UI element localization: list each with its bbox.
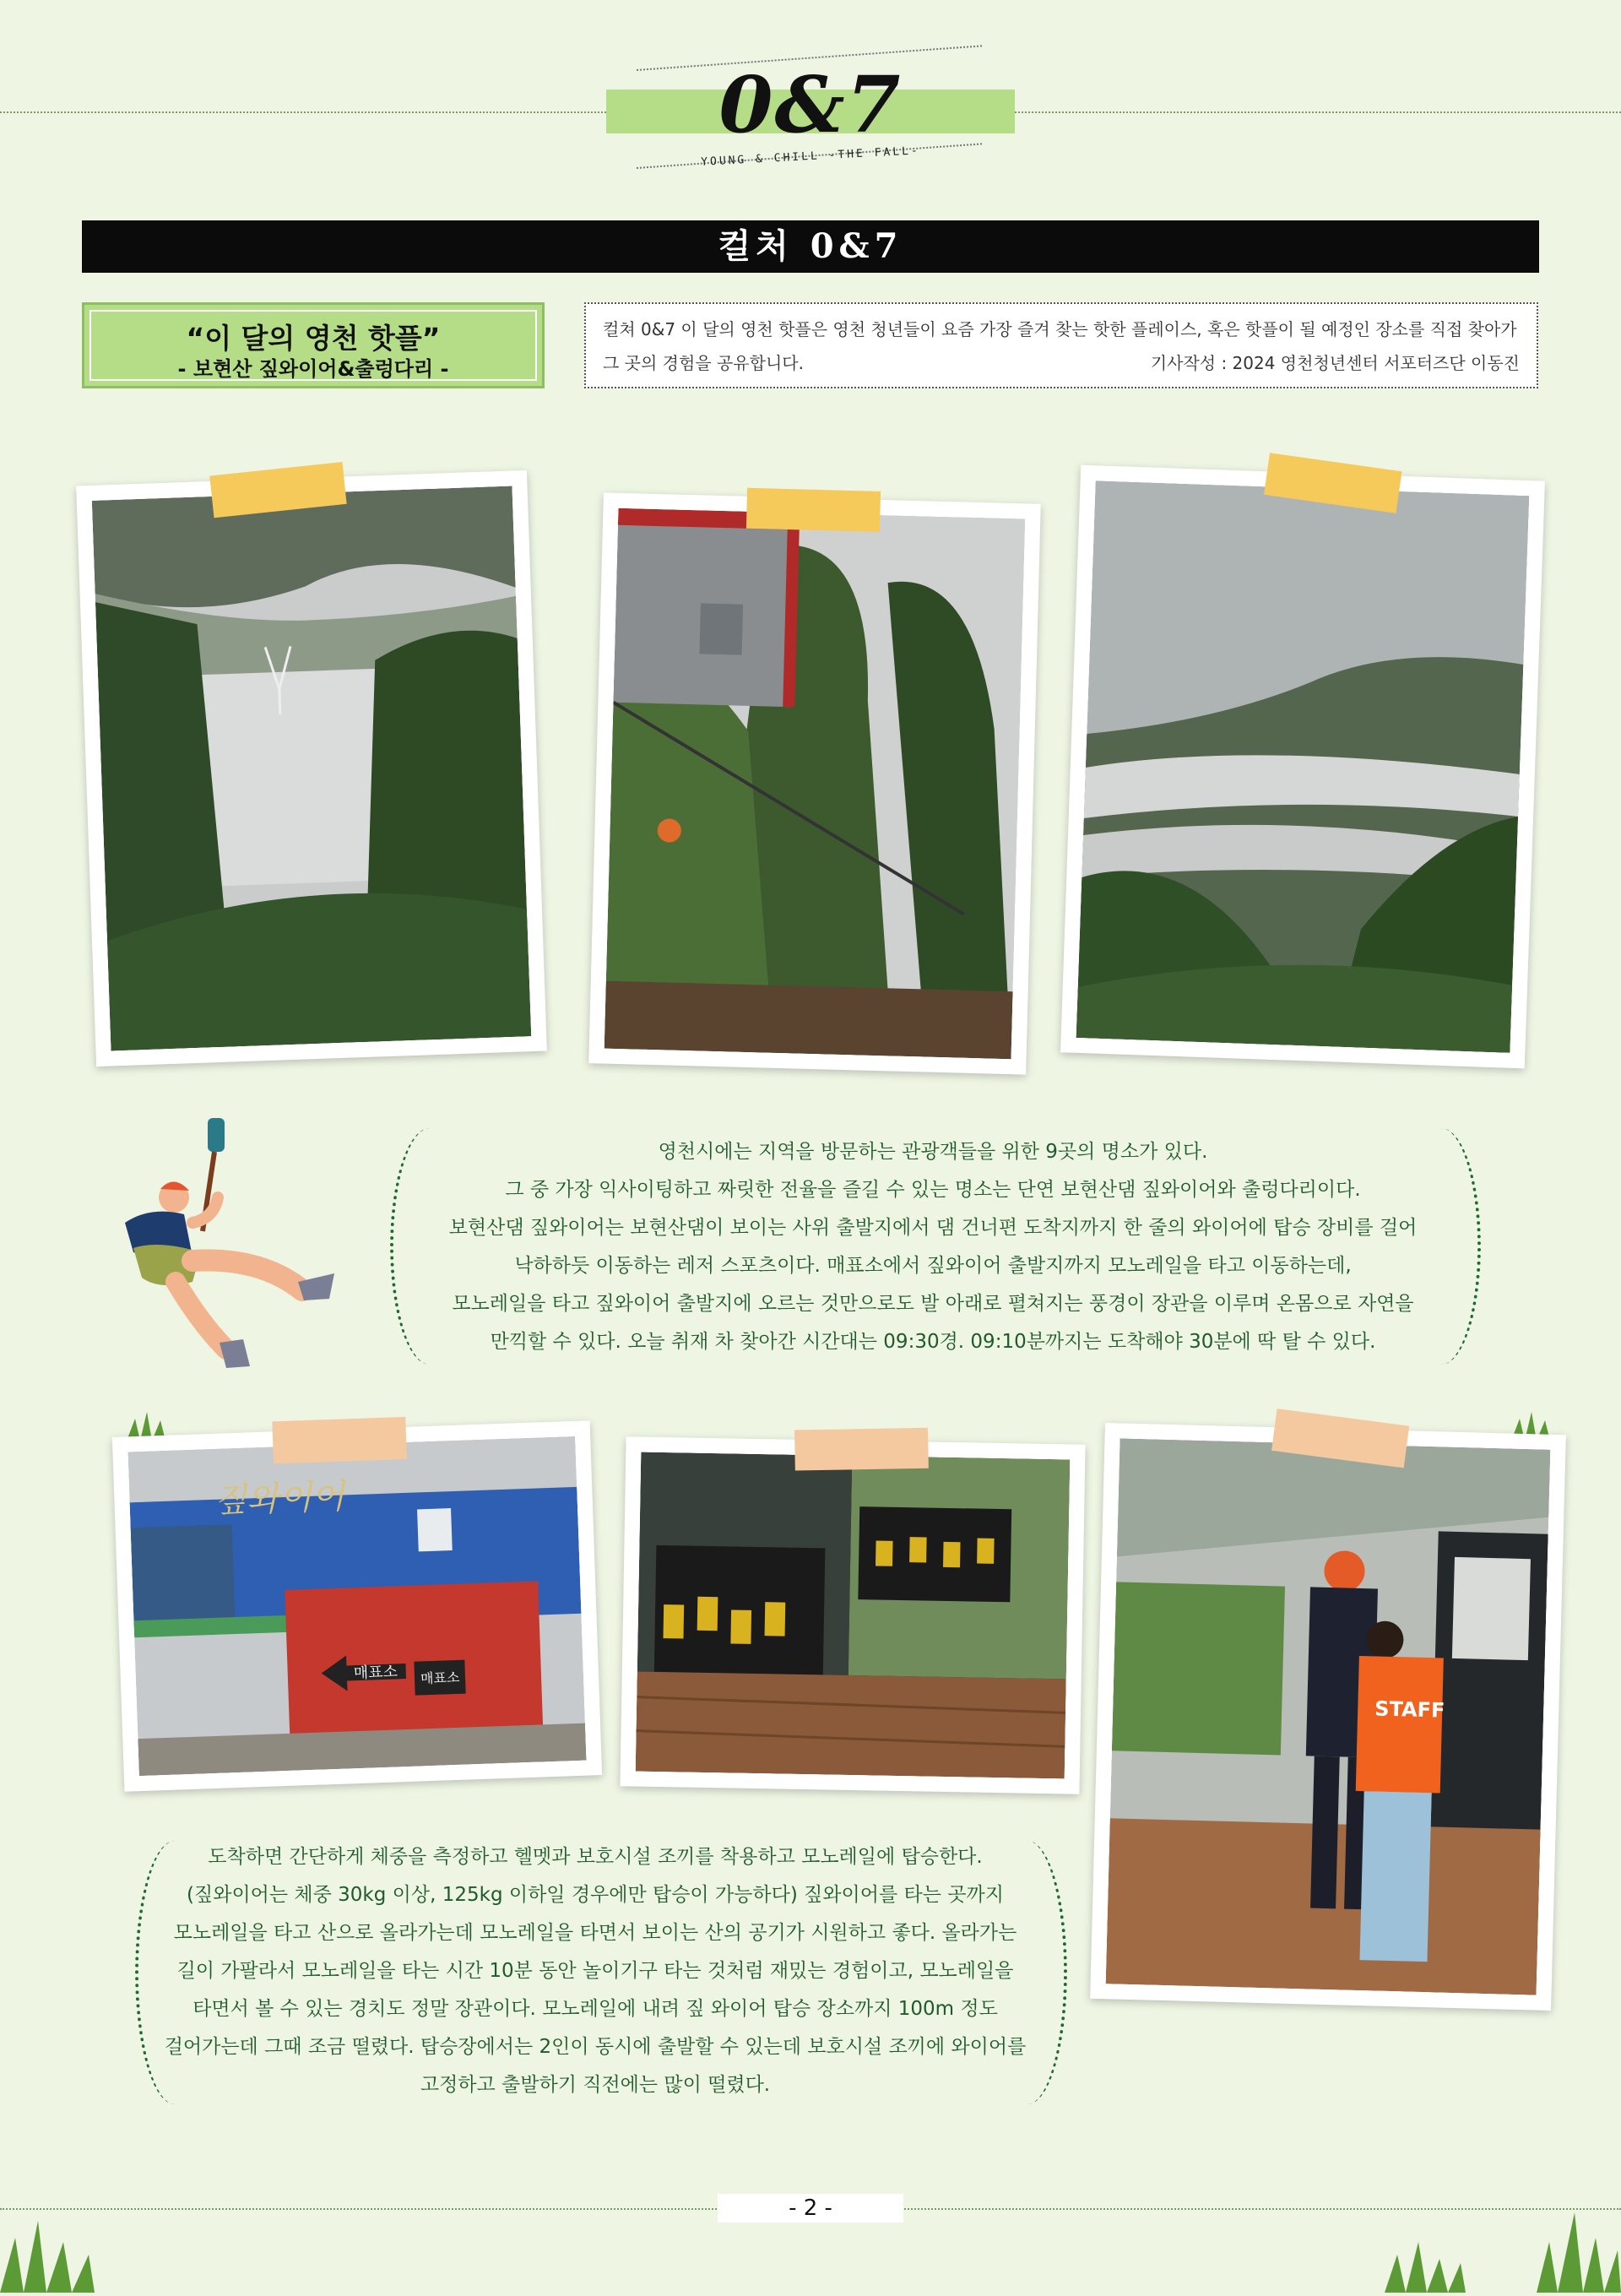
tape xyxy=(746,488,881,532)
svg-text:짚와이어: 짚와이어 xyxy=(213,1477,345,1521)
header-divider-left xyxy=(0,111,606,113)
logo: 0&7 xyxy=(718,59,903,150)
section-title: 컬처 0&7 xyxy=(82,220,1539,273)
paragraph-line: 도착하면 간단하게 체중을 측정하고 헬멧과 보호시설 조끼를 착용하고 모노레일에 탑승한다. xyxy=(208,1846,983,1868)
paragraph-line: 길이 가팔라서 모노레일을 타는 시간 10분 동안 놀이기구 타는 것처럼 재밌는 경험이고, 모노레일을 xyxy=(176,1960,1014,1982)
hotplace-badge xyxy=(82,302,545,388)
intro-box xyxy=(584,302,1538,388)
zipline-rider-illustration xyxy=(108,1113,353,1385)
grass-icon xyxy=(1537,2212,1621,2293)
photo-harness-rack xyxy=(620,1436,1085,1794)
paragraph-1 xyxy=(422,1133,1444,1361)
svg-text:매표소: 매표소 xyxy=(353,1663,398,1683)
page-number: - 2 - xyxy=(718,2194,903,2223)
photo-ticket-office xyxy=(112,1420,602,1791)
tape xyxy=(794,1428,929,1471)
photo-dam-fog xyxy=(76,470,547,1067)
paragraph-line: 모노레일을 타고 산으로 올라가는데 모노레일을 타면서 보이는 산의 공기가 시원하고 좋다. 올라가는 xyxy=(173,1922,1017,1944)
paragraph-line: 타면서 볼 수 있는 경치도 정말 장관이다. 모노레일에 내려 짚 와이어 탑승 장소까지 100m 정도 xyxy=(192,1998,998,2020)
photo-zipline-cable xyxy=(588,492,1041,1074)
paragraph-line: 모노레일을 타고 짚와이어 출발지에 오르는 것만으로도 발 아래로 펼쳐지는 풍경이 장관을 이루며 온몸으로 자연을 xyxy=(452,1293,1414,1315)
svg-text:STAFF: STAFF xyxy=(1374,1696,1445,1723)
paragraph-line: 영천시에는 지역을 방문하는 관광객들을 위한 9곳의 명소가 있다. xyxy=(658,1141,1208,1163)
paragraph-line: 그 중 가장 익사이팅하고 짜릿한 전율을 즐길 수 있는 명소는 단연 보현산댐 짚와이어와 출렁다리이다. xyxy=(505,1179,1361,1201)
photo-staff-fitting xyxy=(1090,1423,1566,2011)
article-credit: 기사작성 : 2024 영천청년센터 서포터즈단 이동진 xyxy=(1150,353,1520,373)
badge-title: “이 달의 영천 핫플” xyxy=(186,322,441,355)
badge-subtitle: - 보현산 짚와이어&출렁다리 - xyxy=(177,357,449,381)
photo-mountain-clouds xyxy=(1060,465,1545,1069)
paragraph-line: (짚와이어는 체중 30kg 이상, 125kg 이하일 경우에만 탑승이 가능하다) 짚와이어를 타는 곳까지 xyxy=(187,1884,1004,1906)
grass-icon xyxy=(0,2212,101,2293)
grass-icon xyxy=(1385,2238,1469,2293)
paragraph-line: 만끽할 수 있다. 오늘 취재 차 찾아간 시간대는 09:30경. 09:10분까지는 도착해야 30분에 딱 탈 수 있다. xyxy=(490,1331,1376,1353)
tape xyxy=(272,1417,407,1463)
paragraph-line: 낙하하듯 이동하는 레저 스포츠이다. 매표소에서 짚와이어 출발지까지 모노레일을 타고 이동하는데, xyxy=(514,1255,1352,1277)
paragraph-line: 보현산댐 짚와이어는 보현산댐이 보이는 사위 출발지에서 댐 건너편 도착지까지 한 줄의 와이어에 탑승 장비를 걸어 xyxy=(448,1217,1418,1239)
intro-line: 컬쳐 0&7 이 달의 영천 핫플은 영천 청년들이 요즘 가장 즐겨 찾는 핫한 플레이스, 혹은 핫플이 될 예정인 장소를 직접 찾아가 xyxy=(603,319,1517,339)
intro-line: 그 곳의 경험을 공유합니다. xyxy=(603,353,804,373)
logo-subtitle: YOUNG & CHILL -THE FALL- xyxy=(700,144,921,169)
paragraph-2 xyxy=(118,1838,1072,2104)
header-divider-right xyxy=(1015,111,1621,113)
paragraph-line: 걸어가는데 그때 조금 떨렸다. 탑승장에서는 2인이 동시에 출발할 수 있는데 보호시설 조끼에 와이어를 xyxy=(164,2036,1027,2058)
paragraph-line: 고정하고 출발하기 직전에는 많이 떨렸다. xyxy=(420,2074,771,2096)
svg-text:매표소: 매표소 xyxy=(420,1669,460,1687)
